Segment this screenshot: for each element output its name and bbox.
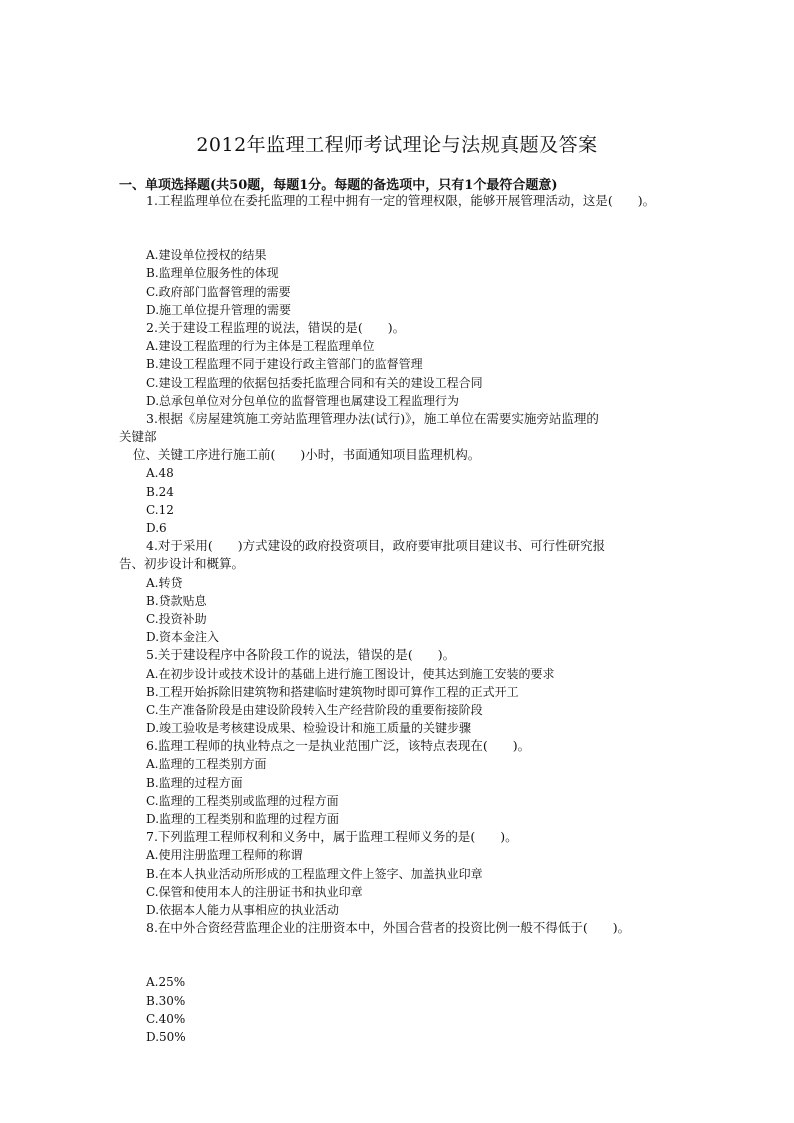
option-line: B.24 [146, 484, 174, 499]
question-body [0, 192, 794, 1046]
option-line: A.48 [146, 466, 174, 481]
option-line: C.保管和使用本人的注册证书和执业印章 [146, 884, 363, 899]
option-line: B.30% [146, 993, 186, 1008]
question-1-stem: 1.工程监理单位在委托监理的工程中拥有一定的管理权限，能够开展管理活动，这是( )。 [146, 193, 656, 208]
option-line: D.资本金注入 [146, 630, 220, 645]
option-line: D.50% [146, 1029, 186, 1044]
option-line: B.工程开始拆除旧建筑物和搭建临时建筑物时即可算作工程的正式开工 [146, 684, 519, 699]
option-line: D.依据本人能力从事相应的执业活动 [146, 902, 340, 917]
option-line: C.监理的工程类别或监理的过程方面 [146, 793, 339, 808]
option-line: B.监理单位服务性的体现 [146, 266, 279, 281]
section-heading: 一、单项选择题(共50题，每题1分。每题的备选项中，只有1个最符合题意) [119, 178, 558, 193]
question-7-stem: 7.下列监理工程师权利和义务中，属于监理工程师义务的是( )。 [146, 829, 518, 845]
document-title: 2012年监理工程师考试理论与法规真题及答案 [196, 134, 598, 156]
question-3-stem: 3.根据《房屋建筑施工旁站监理管理办法(试行)》，施工单位在需要实施旁站监理的 [146, 410, 599, 426]
option-line: C.生产准备阶段是由建设阶段转入生产经营阶段的重要衔接阶段 [146, 702, 483, 717]
option-line: B.在本人执业活动所形成的工程监理文件上签字、加盖执业印章 [146, 866, 483, 881]
option-line: D.6 [146, 521, 167, 535]
question-6-stem: 6.监理工程师的执业特点之一是执业范围广泛，该特点表现在( )。 [146, 738, 531, 754]
option-line: B.建设工程监理不同于建设行政主管部门的监督管理 [146, 357, 423, 372]
option-line: A.监理的工程类别方面 [146, 757, 267, 772]
option-line: D.竣工验收是考核建设成果、检验设计和施工质量的关键步骤 [146, 721, 472, 736]
question-8-stem: 8.在中外合资经营监理企业的注册资本中，外国合营者的投资比例一般不得低于( )。 [146, 920, 631, 936]
option-line: B.贷款贴息 [146, 593, 207, 608]
option-line: D.总承包单位对分包单位的监督管理也属建设工程监理行为 [146, 393, 460, 408]
question-4-stem: 4.对于采用( )方式建设的政府投资项目，政府要审批项目建议书、可行性研究报 [146, 538, 606, 554]
option-line: A.建设工程监理的行为主体是工程监理单位 [146, 339, 375, 354]
option-line: A.25% [146, 975, 186, 990]
option-line: C.建设工程监理的依据包括委托监理合同和有关的建设工程合同 [146, 375, 483, 390]
question-5-stem: 5.关于建设程序中各阶段工作的说法，错误的是( )。 [146, 647, 456, 663]
question-4-stem-wrap: 告、初步设计和概算。 [119, 556, 245, 572]
option-line: A.建设单位授权的结果 [146, 248, 267, 263]
option-line: C.40% [146, 1011, 186, 1026]
option-line: C.政府部门监督管理的需要 [146, 284, 291, 299]
question-3-stem-wrap: 关键部 [119, 429, 157, 445]
option-line: D.监理的工程类别和监理的过程方面 [146, 812, 340, 826]
option-line: D.施工单位提升管理的需要 [146, 302, 292, 317]
option-line: A.转贷 [146, 575, 183, 590]
question-2-stem: 2.关于建设工程监理的说法，错误的是( )。 [146, 319, 406, 335]
option-line: C.12 [146, 502, 174, 517]
option-line: A.使用注册监理工程师的称谓 [146, 848, 303, 863]
option-line: A.在初步设计或技术设计的基础上进行施工图设计，使其达到施工安装的要求 [146, 666, 555, 681]
question-3-stem-cont: 位、关键工序进行施工前( )小时，书面通知项目监理机构。 [133, 447, 481, 463]
option-line: C.投资补助 [146, 611, 207, 626]
option-line: B.监理的过程方面 [146, 775, 243, 790]
